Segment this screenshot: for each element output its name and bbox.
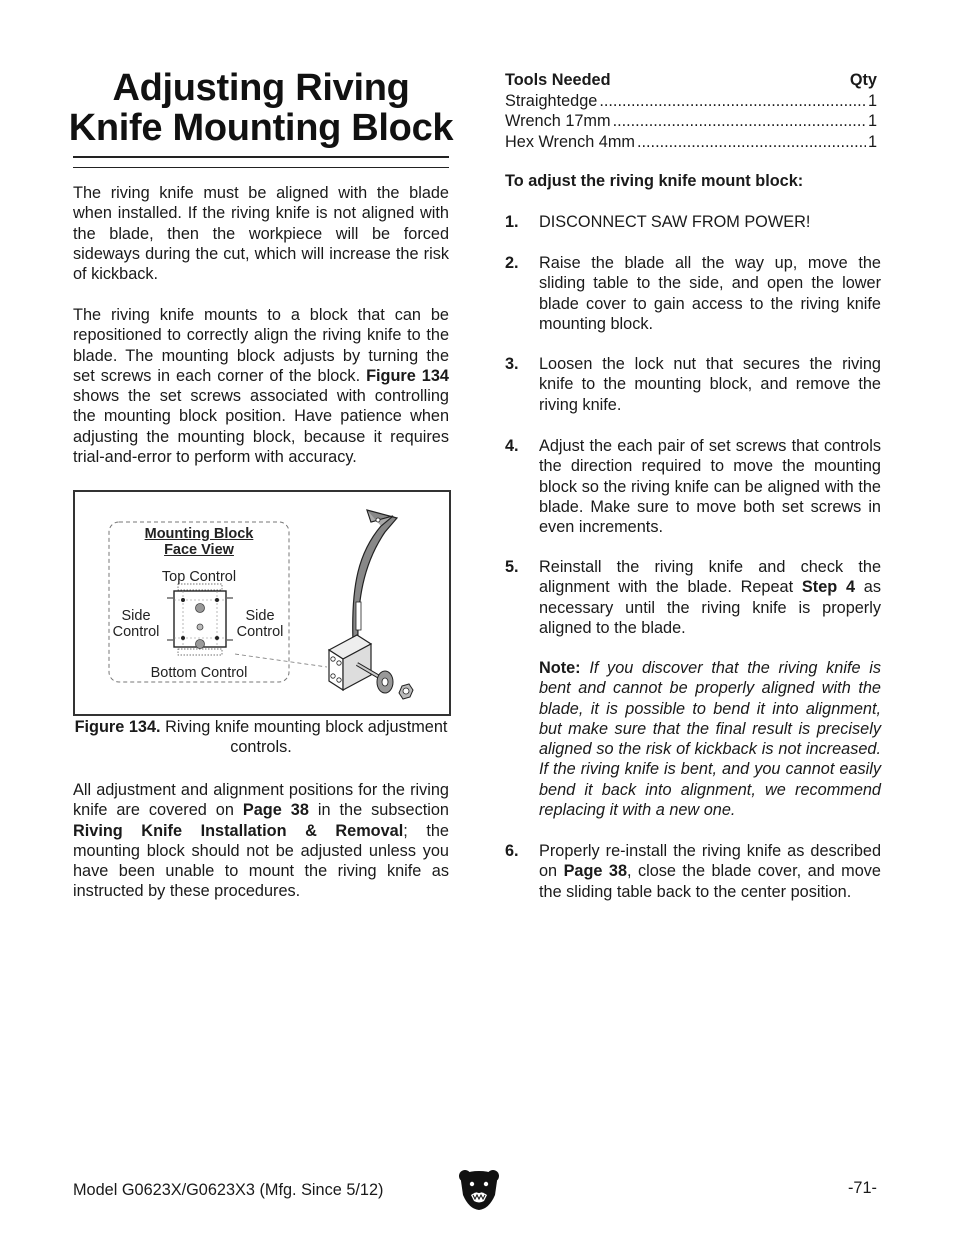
figure-reference: Figure 134 (366, 366, 449, 385)
tools-needed-table (505, 70, 877, 152)
procedure-heading: To adjust the riving knife mount block: (505, 172, 804, 190)
closing-text-c: ; the mounting block should not be adjusted unless you have been unable to mount the riving knife as instructed by these procedures. (73, 821, 449, 901)
step-number: 5. (505, 558, 519, 576)
inset-title-line-1: Mounting Block (144, 526, 254, 542)
inset-title-line-2: Face View (164, 542, 234, 558)
step-reference: Step 4 (801, 578, 856, 597)
tool-qty: 1 (867, 112, 877, 130)
step-2 (505, 253, 881, 334)
figure-caption (73, 717, 449, 758)
tools-header (505, 70, 877, 91)
step-text: Adjust the each pair of set screws that controls the direction required to move the mounting block so the riving knife can be aligned with the blade. Make sure to move both set screws in even increments. (539, 437, 881, 537)
page-title (62, 68, 460, 148)
step-number: 3. (505, 355, 519, 373)
section-reference: Riving Knife Installation & Removal (73, 821, 404, 840)
closing-text-a: All adjustment and alignment positions for the riving knife are covered on (73, 781, 449, 820)
step-6 (505, 841, 881, 902)
step-number: 2. (505, 254, 519, 272)
intro-paragraph-1: The riving knife must be aligned with the blade when installed. If the riving knife is not aligned with the blade, then the workpiece will be forced sideways during the cut, which will increase the risk of kickback. (73, 184, 449, 284)
step-5-text-a: Reinstall the riving knife and check the alignment with the blade. Repeat (539, 558, 881, 597)
step-text: Raise the blade all the way up, move the sliding table to the side, and open the lower blade cover to gain access to the riving knife mounting block. (539, 254, 881, 333)
step-1 (505, 212, 881, 232)
tool-name: Straightedge (505, 91, 598, 110)
step-5-text-b: as necessary until the riving knife is properly aligned to the blade. (539, 578, 881, 637)
tools-header-label: Tools Needed (505, 71, 611, 89)
note-label: Note: (539, 659, 581, 677)
step-6-text-a: Properly re-install the riving knife as described on (539, 842, 881, 881)
step-number: 1. (505, 213, 519, 231)
figure-caption-label: Figure 134. (74, 718, 161, 736)
tool-row (505, 132, 877, 153)
bear-logo-icon (457, 1167, 501, 1211)
side-control-right-label (227, 608, 293, 640)
figure-134 (73, 490, 451, 716)
step-reference: Page 38 (563, 862, 628, 881)
step-text (539, 841, 881, 902)
step-number: 6. (505, 842, 519, 860)
top-control-label: Top Control (161, 569, 237, 585)
intro-p2-text-a: The riving knife mounts to a block that can be repositioned to correctly align the riving knife to the blade. The mounting block adjusts by turning the set screws in each corner of the block. (73, 306, 449, 385)
closing-text-b: in the subsection (317, 801, 449, 820)
tool-row (505, 91, 877, 112)
step-4 (505, 436, 881, 537)
tool-row (505, 111, 877, 132)
inset-title (129, 526, 269, 558)
title-rule-bottom (73, 167, 449, 168)
figure-caption-text: Riving knife mounting block adjustment controls. (165, 718, 448, 757)
step-6-text-b: , close the blade cover, and move the sliding table back to the center position. (539, 862, 881, 901)
side-left-line-1: Side (121, 608, 151, 624)
tool-qty: 1 (867, 132, 877, 151)
side-right-line-1: Side (245, 608, 275, 624)
title-line-1: Adjusting Riving (112, 67, 410, 109)
tool-name: Wrench 17mm (505, 112, 611, 130)
title-rule-top (73, 156, 449, 158)
tools-header-qty: Qty (849, 71, 877, 89)
step-3 (505, 354, 881, 415)
note-text: If you discover that the riving knife is bent and cannot be properly aligned with the blade, it is possible to bend it into alignment, but make sure that the final result is precisely aligned so the risk of kickback is not increased. If the riving knife is bent, and you cannot easily bend it back into alignment, we recommend replacing it with a new one. (539, 659, 881, 820)
side-control-left-label (103, 608, 169, 640)
side-right-line-2: Control (236, 624, 284, 640)
intro-paragraph-2 (73, 305, 449, 467)
bottom-control-label: Bottom Control (150, 665, 248, 681)
step-text (539, 557, 881, 638)
step-text: Loosen the lock nut that secures the riving knife to the mounting block, and remove the riving knife. (539, 355, 881, 414)
intro-p2-text-b: shows the set screws associated with controlling the mounting block position. Have patience when adjusting the mounting block, because it requires trial-and-error to perform with accuracy. (73, 387, 449, 467)
tool-name: Hex Wrench 4mm (505, 132, 635, 151)
step-number: 4. (505, 437, 519, 455)
step-5-note (539, 658, 881, 820)
tool-qty: 1 (867, 91, 877, 110)
step-5 (505, 557, 881, 638)
title-line-2: Knife Mounting Block (68, 107, 454, 149)
page-number: -71- (848, 1179, 877, 1197)
page-reference: Page 38 (242, 801, 309, 820)
closing-paragraph (73, 780, 449, 902)
footer-model: Model G0623X/G0623X3 (Mfg. Since 5/12) (73, 1181, 384, 1199)
step-text: DISCONNECT SAW FROM POWER! (539, 213, 811, 231)
side-left-line-2: Control (112, 624, 160, 640)
